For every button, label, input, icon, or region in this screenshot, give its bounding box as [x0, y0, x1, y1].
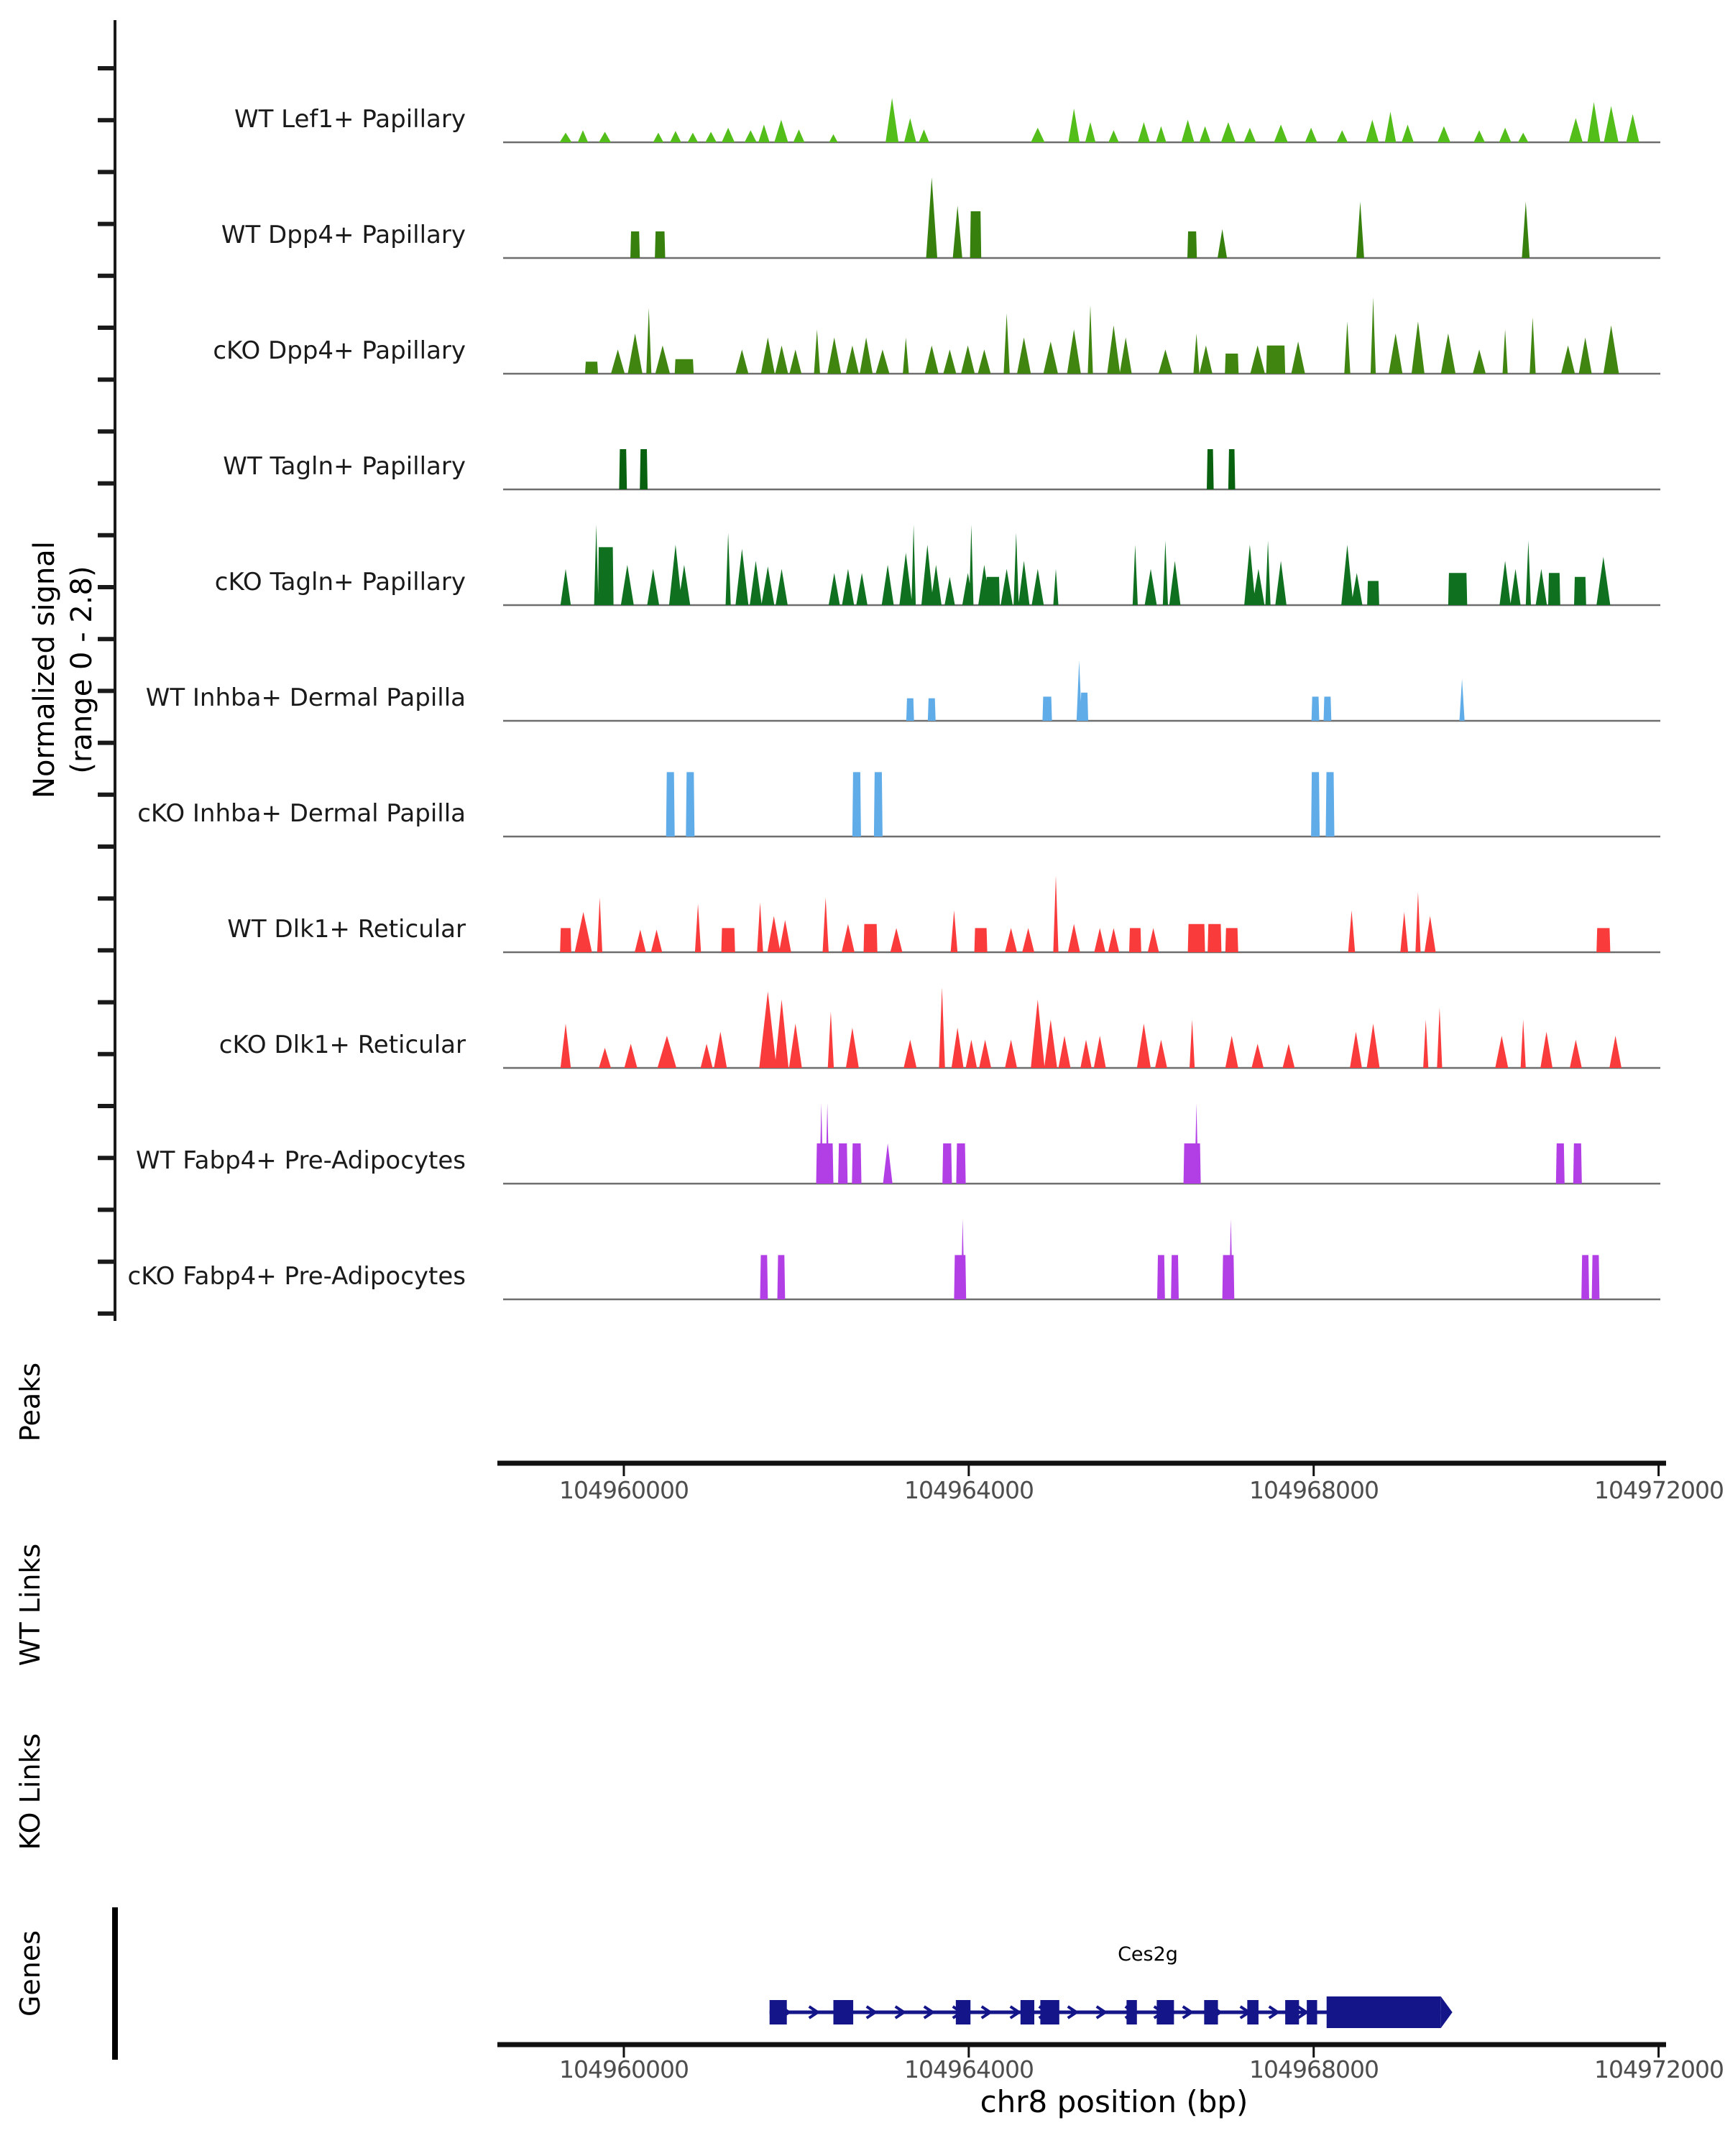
gene-exon: [1247, 2000, 1259, 2024]
axis1-tick-104968000: 104968000: [1249, 1476, 1379, 1504]
signal-area-0: [560, 98, 1639, 142]
gene-exon: [1040, 2000, 1059, 2024]
gene-exon: [1126, 2000, 1136, 2024]
gene-exon: [833, 2000, 853, 2024]
axis2-tick-104960000: 104960000: [559, 2055, 689, 2083]
gene-exon: [1285, 2000, 1299, 2024]
signal-area-5: [906, 660, 1465, 721]
gene-exon: [1156, 2000, 1174, 2024]
signal-area-4: [561, 525, 1611, 605]
gene-exon: [1307, 2000, 1317, 2024]
gene-name-label: Ces2g: [1118, 1943, 1178, 1966]
y-axis-label-line2: (range 0 - 2.8): [65, 566, 98, 774]
signal-area-2: [585, 298, 1619, 374]
signal-area-1: [630, 178, 1530, 258]
axis2-tick-104968000: 104968000: [1249, 2055, 1379, 2083]
gene-exon: [770, 2000, 787, 2024]
signal-area-3: [619, 449, 1235, 489]
gene-utr-exon: [1327, 1996, 1441, 2028]
axis2-tick-104972000: 104972000: [1594, 2055, 1724, 2083]
track-label-cko-tagln: cKO Tagln+ Papillary: [214, 568, 466, 596]
track-label-wt-lef1: WT Lef1+ Papillary: [234, 105, 466, 134]
track-label-wt-tagln: WT Tagln+ Papillary: [223, 452, 466, 481]
y-axis-label-line1: Normalized signal: [28, 541, 61, 798]
track-label-wt-dpp4: WT Dpp4+ Papillary: [221, 221, 466, 249]
axis2-tick-104964000: 104964000: [904, 2055, 1034, 2083]
section-label-genes: Genes: [14, 1930, 46, 2017]
track-label-cko-fabp4: cKO Fabp4+ Pre-Adipocytes: [127, 1262, 466, 1291]
track-label-wt-dlk1: WT Dlk1+ Reticular: [227, 915, 466, 944]
section-label-peaks: Peaks: [14, 1362, 46, 1442]
section-label-wt-links: WT Links: [14, 1543, 46, 1667]
section-label-ko-links: KO Links: [14, 1733, 46, 1851]
y-axis-label: [26, 418, 101, 921]
track-label-wt-fabp4: WT Fabp4+ Pre-Adipocytes: [136, 1146, 466, 1175]
x-axis-label: chr8 position (bp): [980, 2084, 1248, 2119]
axis1-tick-104960000: 104960000: [559, 1476, 689, 1504]
signal-area-9: [816, 1103, 1582, 1184]
signal-area-8: [561, 987, 1622, 1068]
track-label-cko-dlk1: cKO Dlk1+ Reticular: [218, 1031, 466, 1059]
gene-exon: [1021, 2000, 1034, 2024]
signal-area-7: [560, 876, 1610, 952]
gene-exon: [956, 2000, 970, 2024]
gene-end-arrow: [1441, 1996, 1453, 2028]
gene-exon: [1204, 2000, 1218, 2024]
axis1-tick-104972000: 104972000: [1594, 1476, 1724, 1504]
track-label-wt-inhba: WT Inhba+ Dermal Papilla: [145, 683, 466, 712]
signal-area-10: [760, 1219, 1600, 1299]
track-label-cko-dpp4: cKO Dpp4+ Papillary: [213, 336, 466, 365]
axis1-tick-104964000: 104964000: [904, 1476, 1034, 1504]
signal-area-6: [666, 772, 1335, 837]
track-label-cko-inhba: cKO Inhba+ Dermal Papilla: [137, 799, 466, 828]
